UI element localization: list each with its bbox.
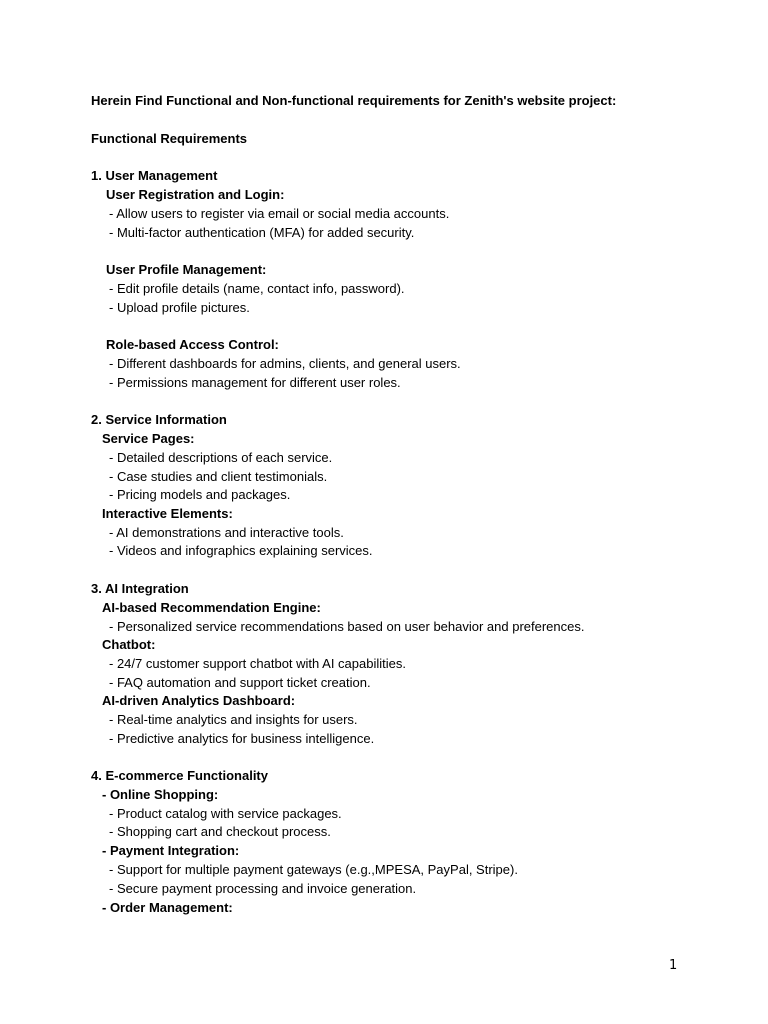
list-item: - Different dashboards for admins, clients, and general users. — [109, 356, 461, 371]
heading-user-management: 1. User Management — [91, 168, 218, 183]
heading-ecommerce: 4. E-commerce Functionality — [91, 768, 268, 783]
document-title: Herein Find Functional and Non-functional requirements for Zenith's website project: — [91, 93, 617, 108]
subheading-online-shopping: - Online Shopping: — [102, 787, 219, 802]
list-item: - Shopping cart and checkout process. — [109, 824, 331, 839]
list-item: - Permissions management for different user roles. — [109, 375, 401, 390]
list-item: - Case studies and client testimonials. — [109, 469, 328, 484]
list-item: - FAQ automation and support ticket creation. — [109, 675, 371, 690]
subheading-analytics: AI-driven Analytics Dashboard: — [102, 693, 296, 708]
subheading-rbac: Role-based Access Control: — [106, 337, 279, 352]
list-item: - Predictive analytics for business intelligence. — [109, 731, 375, 746]
heading-service-information: 2. Service Information — [91, 412, 227, 427]
section-heading: Functional Requirements — [91, 131, 248, 146]
list-item: - Secure payment processing and invoice generation. — [109, 881, 417, 896]
subheading-service-pages: Service Pages: — [102, 431, 195, 446]
subheading-recommendation: AI-based Recommendation Engine: — [102, 600, 321, 615]
list-item: - Support for multiple payment gateways (e.g.,MPESA, PayPal, Stripe). — [109, 862, 518, 877]
page-number: 1 — [669, 958, 678, 973]
list-item: - Multi-factor authentication (MFA) for added security. — [109, 225, 415, 240]
list-item: - Upload profile pictures. — [109, 300, 250, 315]
list-item: - Personalized service recommendations based on user behavior and preferences. — [109, 619, 585, 634]
subheading-profile: User Profile Management: — [106, 262, 267, 277]
list-item: - Pricing models and packages. — [109, 487, 291, 502]
list-item: - Edit profile details (name, contact info, password). — [109, 281, 405, 296]
list-item: - Allow users to register via email or social media accounts. — [109, 206, 450, 221]
heading-ai-integration: 3. AI Integration — [91, 581, 189, 596]
list-item: - Videos and infographics explaining services. — [109, 543, 373, 558]
subheading-order-management: - Order Management: — [102, 900, 233, 915]
list-item: - 24/7 customer support chatbot with AI capabilities. — [109, 656, 406, 671]
subheading-interactive: Interactive Elements: — [102, 506, 233, 521]
list-item: - Product catalog with service packages. — [109, 806, 342, 821]
list-item: - Real-time analytics and insights for users. — [109, 712, 358, 727]
list-item: - Detailed descriptions of each service. — [109, 450, 333, 465]
subheading-payment: - Payment Integration: — [102, 843, 240, 858]
list-item: - AI demonstrations and interactive tools. — [109, 525, 344, 540]
subheading-registration: User Registration and Login: — [106, 187, 285, 202]
subheading-chatbot: Chatbot: — [102, 637, 156, 652]
